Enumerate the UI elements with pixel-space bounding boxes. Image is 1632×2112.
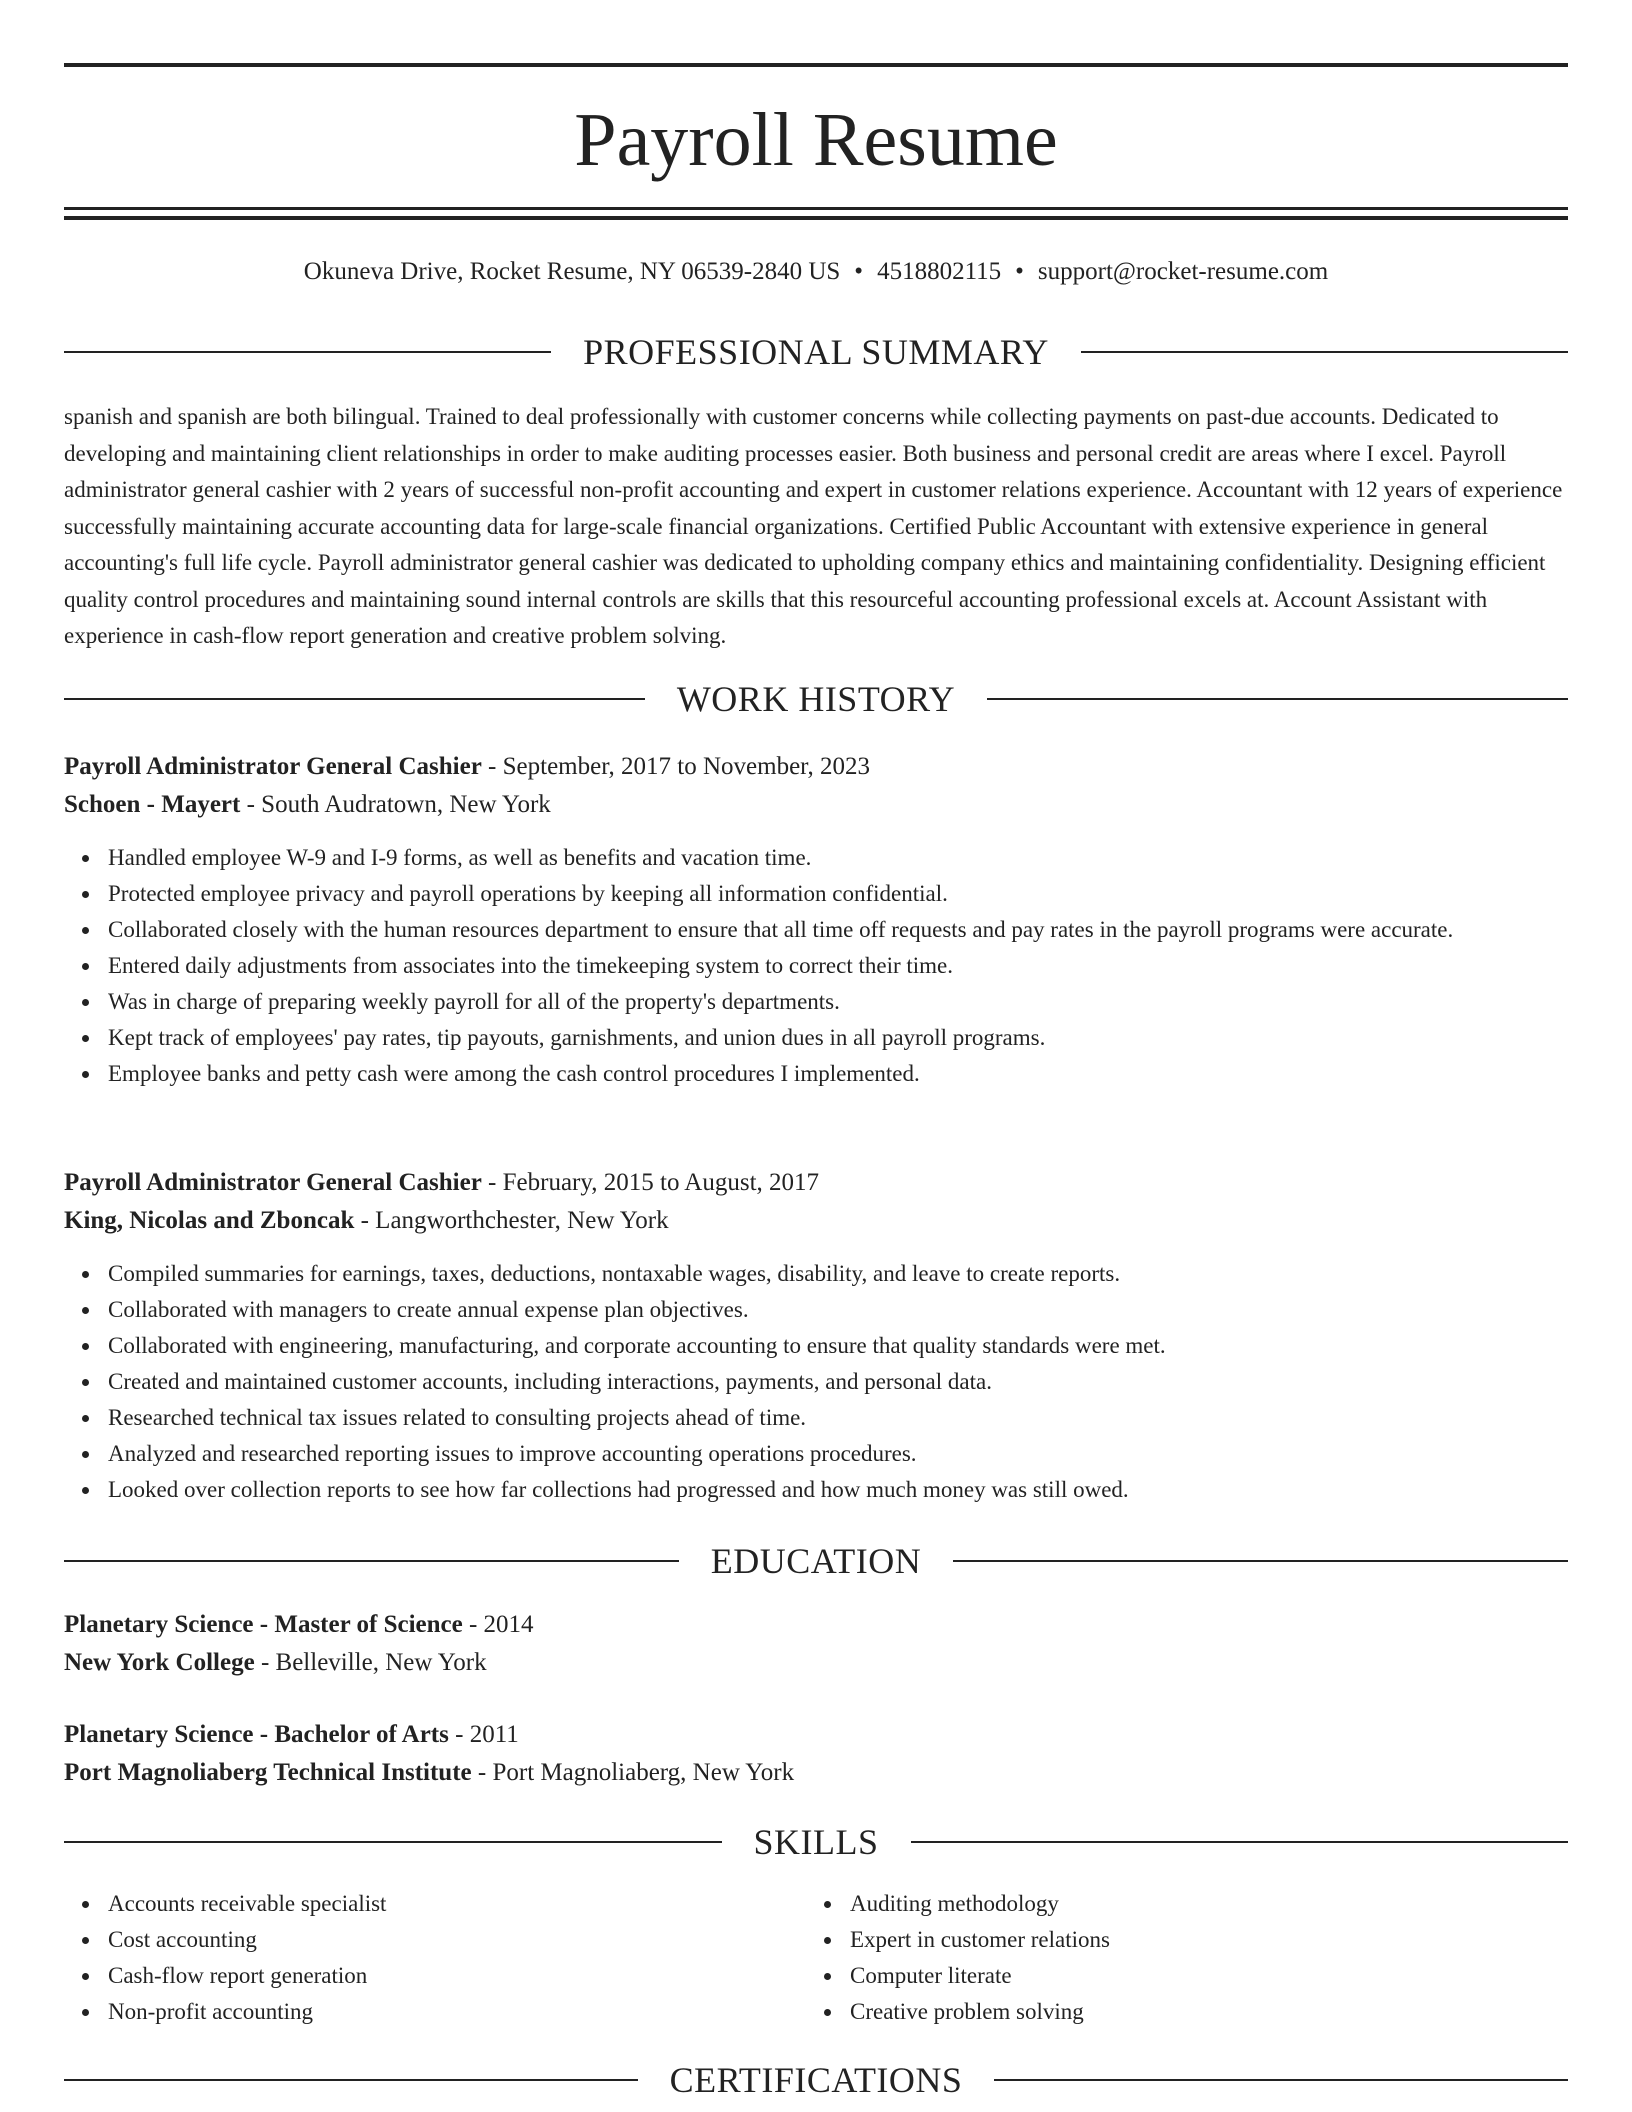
title-double-rule [64, 207, 1568, 220]
job-title: Payroll Administrator General Cashier [64, 1169, 482, 1196]
resume-title: Payroll Resume [574, 98, 1058, 182]
job-location: - Langworthchester, New York [354, 1207, 669, 1234]
skills-column-right [806, 1886, 1548, 2030]
education-degree: Planetary Science - Master of Science [64, 1611, 463, 1638]
skill-item: Accounts receivable specialist [108, 1886, 806, 1922]
education-year: - 2014 [462, 1611, 534, 1638]
education-degree-line [64, 1716, 1568, 1754]
education-location: - Belleville, New York [254, 1649, 487, 1676]
job-bullets [64, 1256, 1568, 1508]
summary-heading-label: PROFESSIONAL SUMMARY [583, 332, 1049, 372]
skill-item: Cash-flow report generation [108, 1958, 806, 1994]
job-dates: - September, 2017 to November, 2023 [481, 753, 870, 780]
education-location: - Port Magnoliaberg, New York [471, 1759, 795, 1786]
job-company: King, Nicolas and Zboncak [64, 1207, 355, 1234]
list-item: Looked over collection reports to see how far collections had progressed and how much money was still owed. [108, 1472, 1568, 1508]
work-heading [64, 677, 1568, 721]
list-item: Handled employee W-9 and I-9 forms, as well as benefits and vacation time. [108, 840, 1568, 876]
list-item: Collaborated closely with the human resources department to ensure that all time off requests and pay rates in the payroll programs were accurate. [108, 912, 1568, 948]
summary-heading [64, 330, 1568, 374]
job-bullets [64, 840, 1568, 1092]
education-degree: Planetary Science - Bachelor of Arts [64, 1721, 449, 1748]
list-item: Researched technical tax issues related to consulting projects ahead of time. [108, 1400, 1568, 1436]
skill-item: Non-profit accounting [108, 1994, 806, 2030]
list-item: Protected employee privacy and payroll operations by keeping all information confidential. [108, 876, 1568, 912]
contact-line [64, 252, 1568, 292]
job-title: Payroll Administrator General Cashier [64, 753, 482, 780]
skills-heading [64, 1820, 1568, 1864]
separator-dot: • [1015, 258, 1024, 285]
separator-dot: • [854, 258, 864, 285]
education-heading-label: EDUCATION [710, 1541, 922, 1581]
job-title-line [64, 748, 1568, 786]
skill-item: Expert in customer relations [850, 1922, 1548, 1958]
work-heading-label: WORK HISTORY [676, 679, 956, 719]
heading-rule-right [994, 2079, 1568, 2081]
education-heading [64, 1539, 1568, 1583]
job-company: Schoen - Mayert [64, 791, 241, 818]
heading-rule-left [64, 698, 645, 700]
skill-item: Auditing methodology [850, 1886, 1548, 1922]
skills-column-left [64, 1886, 806, 2030]
education-school: New York College [64, 1649, 255, 1676]
job-location: - South Audratown, New York [240, 791, 551, 818]
contact-phone: 4518802115 [877, 258, 1002, 285]
heading-rule-right [987, 698, 1568, 700]
list-item: Collaborated with managers to create annual expense plan objectives. [108, 1292, 1568, 1328]
summary-text: spanish and spanish are both bilingual. Trained to deal professionally with customer concerns while collecting payments on past-due accounts. Dedicated to developing and maintaining client relationships in order to make auditing processes easier. Both business and personal credit are areas where I excel. Payroll administrator general cashier with 2 years of successful non-profit accounting and expert in customer relations experience. Accountant with 12 years of experience successfully maintaining accurate accounting data for large-scale financial organizations. Certified Public Accountant with extensive experience in general accounting's full life cycle. Payroll administrator general cashier was dedicated to upholding company ethics and maintaining confidentiality. Designing efficient quality control procedures and maintaining sound internal controls are skills that this resourceful accounting professional excels at. Account Assistant with experience in cash-flow report generation and creative problem solving. [64, 404, 1563, 648]
heading-rule-left [64, 351, 551, 353]
list-item: Created and maintained customer accounts, including interactions, payments, and personal data. [108, 1364, 1568, 1400]
list-item: Kept track of employees' pay rates, tip payouts, garnishments, and union dues in all payroll programs. [108, 1020, 1568, 1056]
rule-lower [64, 216, 1568, 220]
heading-rule-right [1081, 351, 1568, 353]
heading-rule-left [64, 2079, 638, 2081]
job-title-line [64, 1164, 1568, 1202]
job-dates: - February, 2015 to August, 2017 [481, 1169, 820, 1196]
education-school: Port Magnoliaberg Technical Institute [64, 1759, 472, 1786]
list-item: Was in charge of preparing weekly payroll for all of the property's departments. [108, 984, 1568, 1020]
contact-email: support@rocket-resume.com [1037, 258, 1329, 285]
skill-item: Computer literate [850, 1958, 1548, 1994]
skill-item: Cost accounting [108, 1922, 806, 1958]
certifications-heading-label: CERTIFICATIONS [669, 2060, 963, 2100]
skill-item: Creative problem solving [850, 1994, 1548, 2030]
list-item: Collaborated with engineering, manufacturing, and corporate accounting to ensure that quality standards were met. [108, 1328, 1568, 1364]
heading-rule-right [911, 1841, 1569, 1843]
education-year: - 2011 [448, 1721, 519, 1748]
heading-rule-left [64, 1560, 679, 1562]
rule-upper [64, 207, 1568, 210]
education-school-line [64, 1754, 1568, 1792]
list-item: Compiled summaries for earnings, taxes, deductions, nontaxable wages, disability, and leave to create reports. [108, 1256, 1568, 1292]
education-school-line [64, 1644, 1568, 1682]
top-rule [64, 63, 1568, 67]
contact-address: Okuneva Drive, Rocket Resume, NY 06539-2840 US [303, 258, 841, 285]
skills-list [64, 1886, 1568, 2030]
certifications-heading [64, 2058, 1568, 2102]
job-company-line [64, 786, 1568, 824]
job-company-line [64, 1202, 1568, 1240]
education-degree-line [64, 1606, 1568, 1644]
list-item: Employee banks and petty cash were among the cash control procedures I implemented. [108, 1056, 1568, 1092]
list-item: Analyzed and researched reporting issues to improve accounting operations procedures. [108, 1436, 1568, 1472]
skills-heading-label: SKILLS [753, 1822, 879, 1862]
list-item: Entered daily adjustments from associates into the timekeeping system to correct their time. [108, 948, 1568, 984]
heading-rule-right [953, 1560, 1568, 1562]
heading-rule-left [64, 1841, 722, 1843]
